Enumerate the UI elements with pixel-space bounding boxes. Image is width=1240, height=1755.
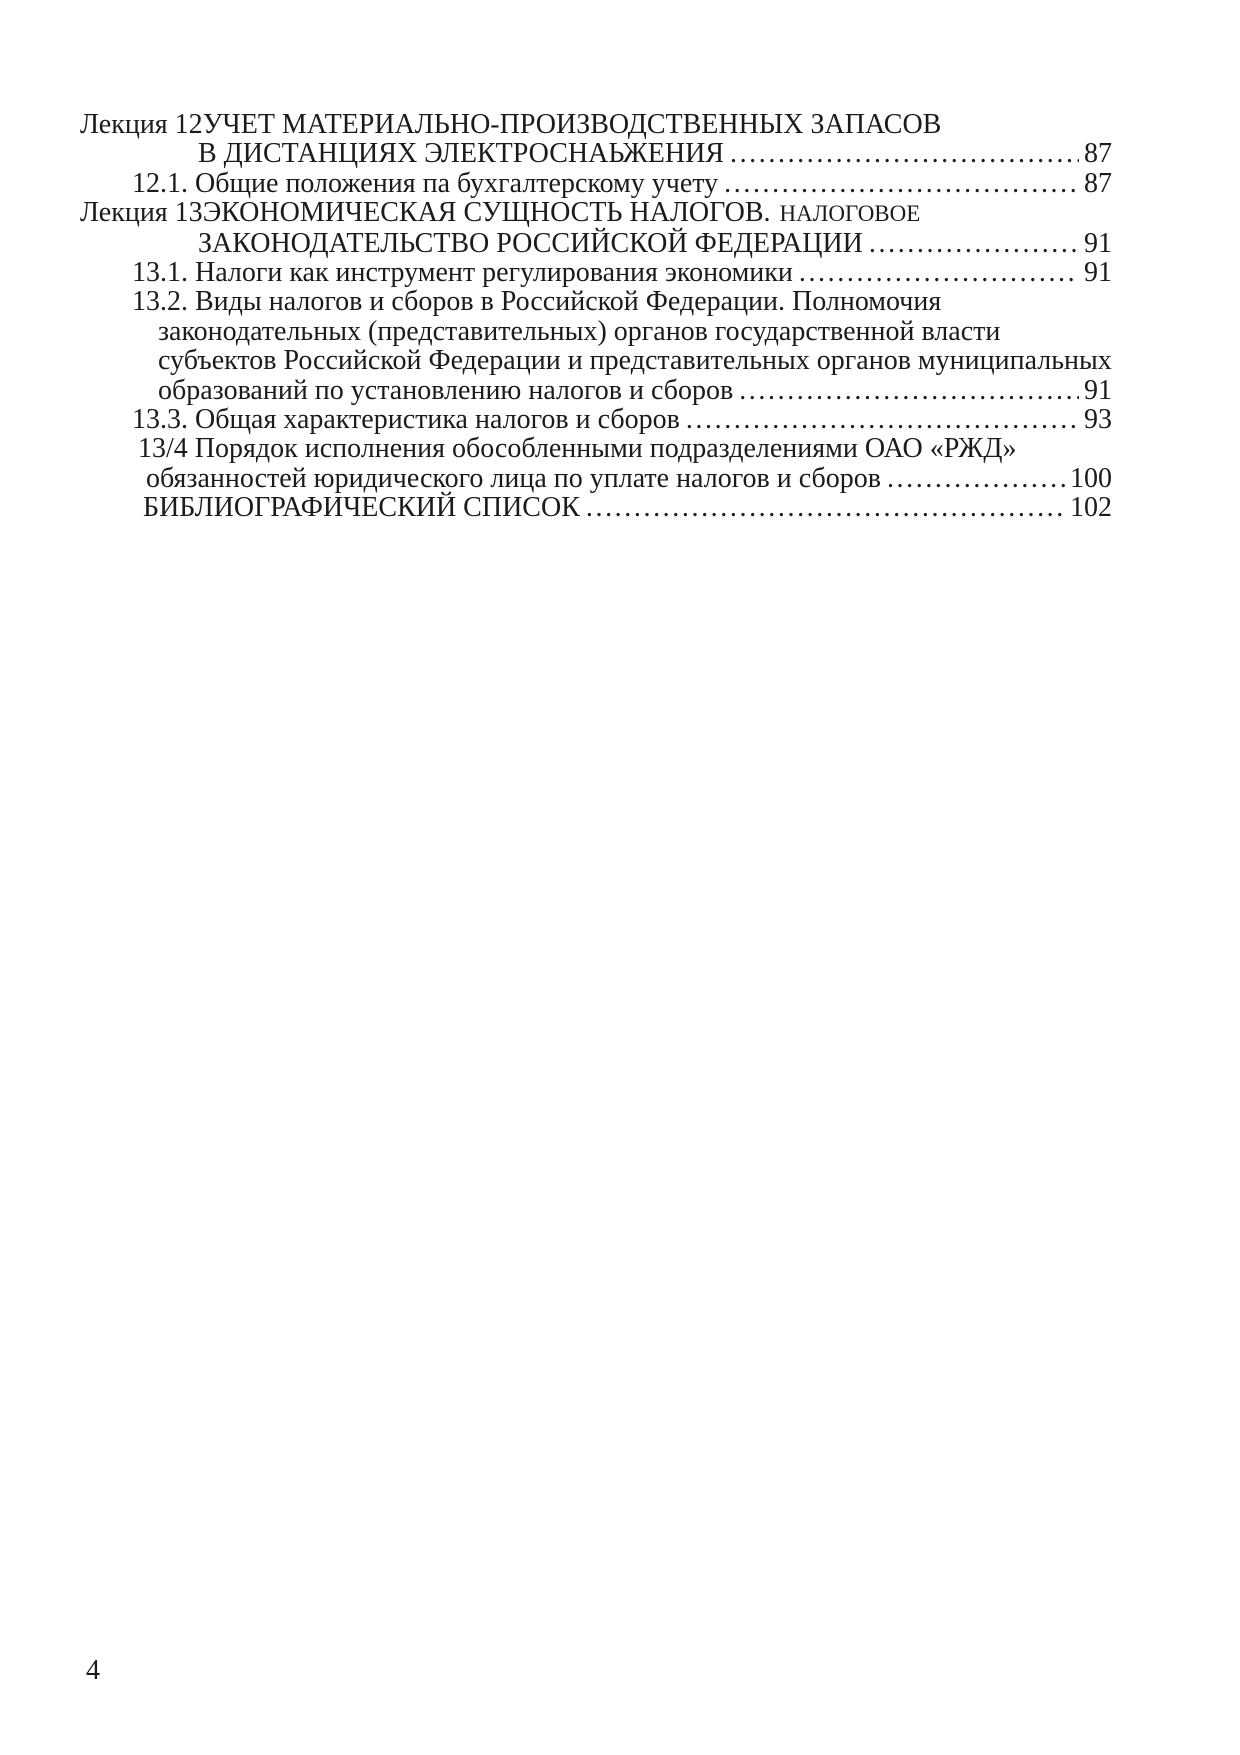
toc-page-number: 102 bbox=[1070, 492, 1112, 524]
toc-page-number: 91 bbox=[1084, 374, 1112, 406]
toc-row bbox=[80, 139, 1112, 168]
toc-page-number: 91 bbox=[1084, 227, 1112, 259]
toc-row bbox=[80, 169, 1112, 198]
toc-row bbox=[80, 434, 1112, 463]
toc-row bbox=[80, 346, 1112, 375]
toc-row-text: УЧЕТ МАТЕРИАЛЬНО-ПРОИЗВОДСТВЕННЫХ ЗАПАСОВ bbox=[202, 109, 942, 140]
toc-page-number: 100 bbox=[1070, 462, 1112, 494]
toc-row-lecture-label: Лекция 13 bbox=[80, 197, 203, 229]
dot-leader bbox=[887, 464, 1065, 493]
toc-row bbox=[80, 287, 1112, 316]
dot-leader bbox=[739, 376, 1079, 405]
toc-row bbox=[80, 493, 1112, 522]
toc-row-text: ЭКОНОМИЧЕСКАЯ СУЩНОСТЬ НАЛОГОВ. bbox=[202, 197, 771, 229]
toc-row bbox=[80, 317, 1112, 346]
toc-row-text: 13/4 Порядок исполнения обособленными подразделениями ОАО «РЖД» bbox=[138, 433, 1017, 465]
toc-row bbox=[80, 258, 1112, 287]
dot-leader bbox=[799, 258, 1079, 287]
toc-row-text: обязанностей юридического лица по уплате налогов и сборов bbox=[146, 462, 881, 494]
toc-page-number: 91 bbox=[1084, 257, 1112, 289]
toc-row-text-small: НАЛОГОВОЕ bbox=[779, 201, 921, 227]
toc-row bbox=[80, 405, 1112, 434]
toc-row-text: субъектов Российской Федерации и представительных органов муниципальных bbox=[158, 345, 1112, 377]
toc-row-text: В ДИСТАНЦИЯХ ЭЛЕКТРОСНАЬЖЕНИЯ bbox=[198, 138, 724, 170]
toc-row bbox=[80, 464, 1112, 493]
toc-row-text: законодательных (представительных) органов государственной власти bbox=[158, 315, 1001, 347]
dot-leader bbox=[686, 405, 1079, 434]
toc-row-text: 13.2. Виды налогов и сборов в Российской Федерации. Полномочия bbox=[132, 286, 942, 318]
dot-leader bbox=[869, 229, 1079, 258]
toc-page-number: 87 bbox=[1084, 167, 1112, 199]
toc-row bbox=[80, 198, 1112, 228]
toc-row-text: ЗАКОНОДАТЕЛЬСТВО РОССИЙСКОЙ ФЕДЕРАЦИИ bbox=[198, 227, 863, 259]
dot-leader bbox=[586, 493, 1065, 522]
dot-leader bbox=[730, 139, 1079, 168]
toc-row-text: 13.1. Налоги как инструмент регулирования экономики bbox=[132, 257, 793, 289]
toc-row-lecture-label: Лекция 12 bbox=[80, 109, 203, 140]
toc-row bbox=[80, 376, 1112, 405]
toc-row-text: 12.1. Общие положения па бухгалтерскому учету bbox=[132, 167, 719, 199]
toc-row-text: БИБЛИОГРАФИЧЕСКИЙ СПИСОК bbox=[143, 492, 580, 524]
dot-leader bbox=[724, 169, 1079, 198]
toc-page-number: 87 bbox=[1084, 138, 1112, 170]
toc-page-number: 93 bbox=[1084, 404, 1112, 436]
toc-row bbox=[80, 229, 1112, 258]
toc-row bbox=[80, 110, 1112, 139]
page-number: 4 bbox=[86, 1655, 100, 1686]
toc-row-text: 13.3. Общая характеристика налогов и сборов bbox=[132, 404, 680, 436]
table-of-contents bbox=[80, 110, 1112, 523]
toc-row-text: образований по установлению налогов и сборов bbox=[158, 374, 734, 406]
